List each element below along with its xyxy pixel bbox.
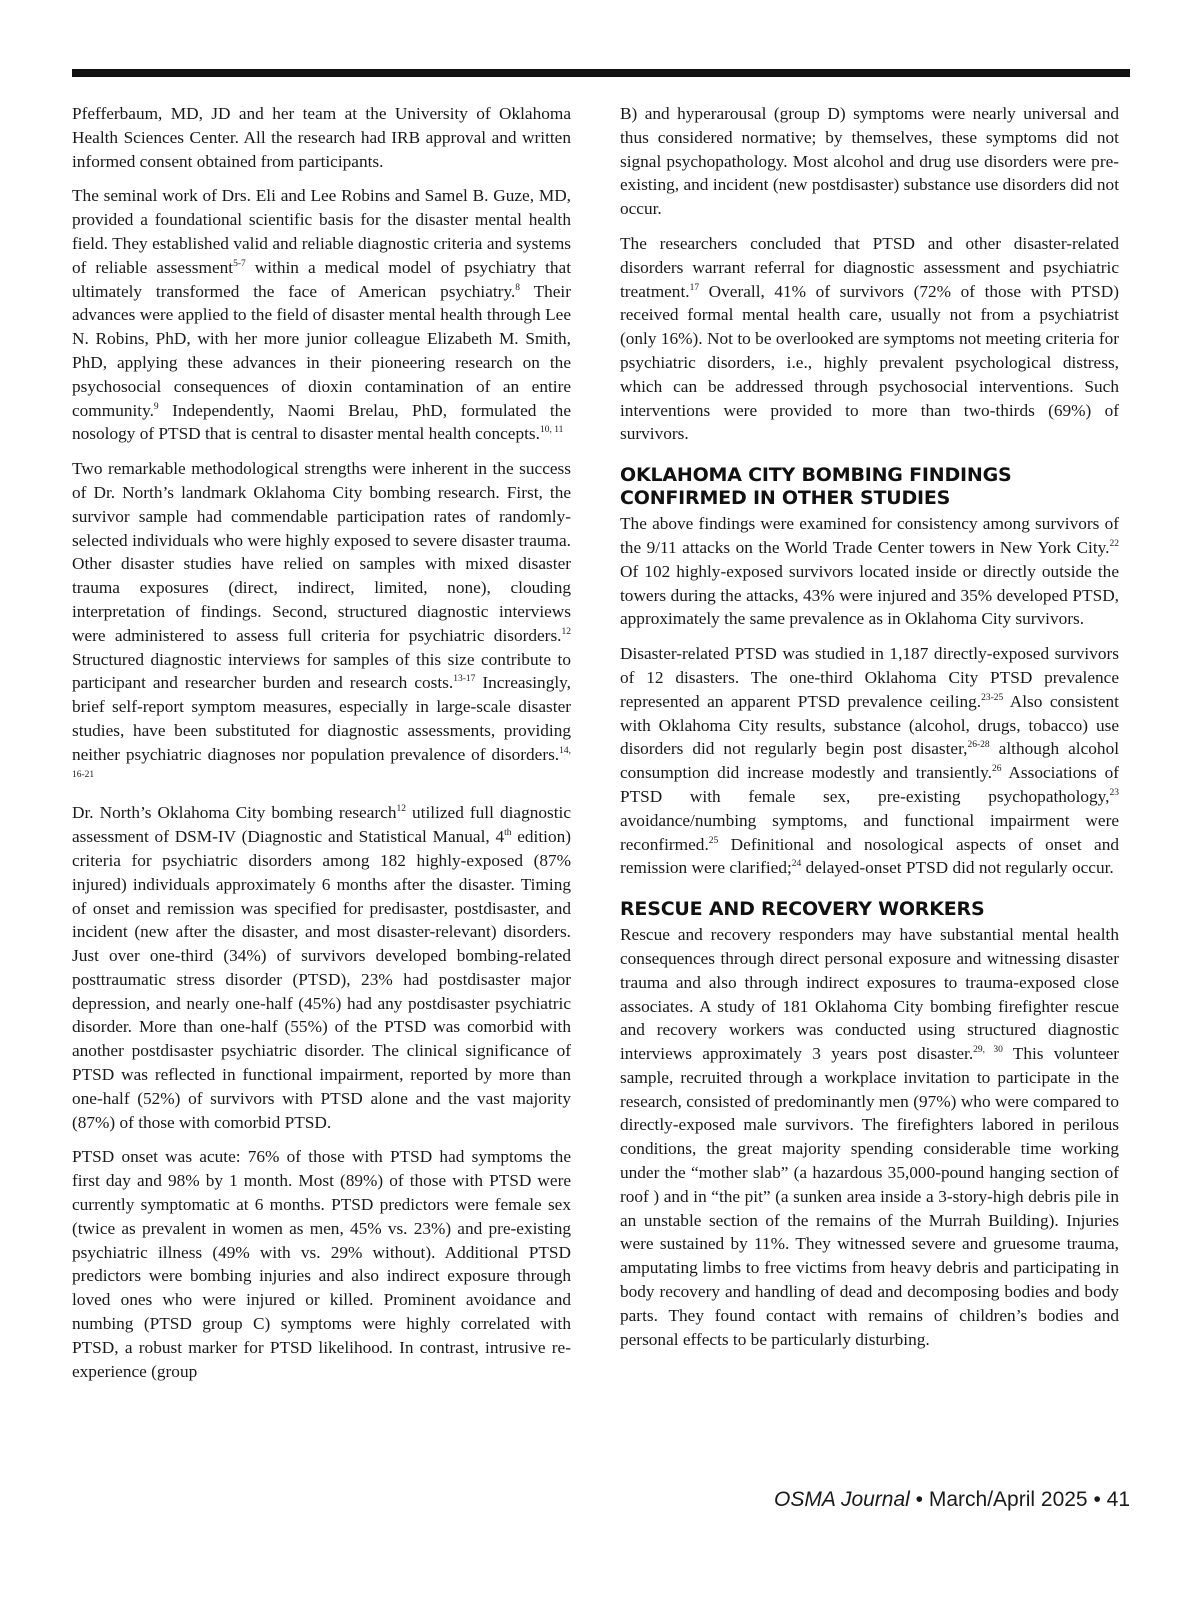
paragraph-text: within a medical model of psychiatry that ultimately transformed the face of American psychiatry. — [72, 257, 571, 301]
section-heading: RESCUE AND RECOVERY WORKERS — [620, 898, 985, 921]
paragraph-text: edition) criteria for psychiatric disorders among 182 highly-exposed (87% injured) individuals approximately 6 months after the disaster. Timing of onset and remission was specified for predisaster, postdisaster, and incident (new after the disaster, and most disaster-relevant) disorders. Just over one-third (34%) of survivors developed bombing-related posttraumatic stress disorder (PTSD), 23% had postdisaster major depression, and nearly one-half (45%) had any postdisaster psychiatric disorder. More than one-half (55%) of the PTSD was comorbid with another postdisaster psychiatric disorder. The clinical significance of PTSD was reflected in functional impairment, reported by more than one-half (52%) of survivors with PTSD alone and the vast majority (87%) of those with comorbid PTSD. — [72, 827, 571, 1132]
paragraph-text: Also consistent with Oklahoma City results, substance (alcohol, drugs, tobacco) use disorders did not regularly begin post disaster, — [620, 691, 1119, 759]
separator: • — [909, 1488, 929, 1511]
paragraph — [620, 232, 1119, 446]
paragraph-text: This volunteer sample, recruited through a workplace invitation to participate in the research, consisted of predominantly men (97%) who were compared to directly-exposed male survivors. The firefighters labored in perilous conditions, the great majority spending considerable time working under the “mother slab” (a hazardous 35,000-pound hanging section of roof ) and in “the pit” (a sunken area inside a 3-story-high debris pile in an unstable section of the remains of the Murrah Building). Injuries were sustained by 11%. They witnessed severe and gruesome trauma, amputating limbs to free victims from heavy debris and participating in body recovery and handling of dead and decomposing bodies and body parts. They found contact with remains of children’s bodies and personal effects to be particularly disturbing. — [620, 1044, 1120, 1349]
citation-superscript: 12 — [396, 804, 406, 815]
citation-superscript: th — [504, 827, 512, 838]
citation-superscript: 9 — [153, 401, 159, 412]
paragraph — [72, 102, 571, 173]
citation-superscript: 8 — [515, 282, 521, 293]
paragraph-text: Overall, 41% of survivors (72% of those with PTSD) received formal mental health care, usually not from a psychiatrist (only 16%). Not to be overlooked are symptoms not meeting criteria for psychiatric disorders, i.e., highly prevalent psychological distress, which can be addressed through psychosocial interventions. Such interventions were provided to more than two-thirds (69%) of survivors. — [620, 281, 1119, 444]
paragraph — [620, 923, 1119, 1351]
top-rule — [72, 69, 1130, 77]
paragraph-text: Rescue and recovery responders may have substantial mental health consequences through direct personal exposure and witnessing disaster trauma and also through indirect exposures to trauma-exposed close associates. A study of 181 Oklahoma City bombing firefighter rescue and recovery workers was conducted using structured diagnostic interviews approximately 3 years post disaster. — [620, 925, 1119, 1064]
citation-superscript: 26 — [991, 764, 1002, 774]
citation-superscript: 23 — [1109, 787, 1119, 798]
paragraph-text: Definitional and nosological aspects of onset and remission were clarified; — [620, 834, 1119, 878]
paragraph — [72, 457, 571, 790]
citation-superscript: 29, 30 — [973, 1044, 1003, 1055]
paragraph-text: Increasingly, brief self-report symptom measures, especially in large-scale disaster studies, have been substituted for diagnostic assessments, providing neither psychiatric diagnoses nor population prevalence of disorders. — [72, 673, 571, 764]
citation-superscript: 12 — [561, 626, 571, 637]
citation-superscript: 5-7 — [233, 258, 246, 269]
right-column — [620, 102, 1119, 1362]
citation-superscript: 26-28 — [967, 740, 990, 751]
section-heading: OKLAHOMA CITY BOMBING FINDINGS CONFIRMED IN OTHER STUDIES — [620, 464, 1012, 510]
paragraph-text: Pfefferbaum, MD, JD and her team at the University of Oklahoma Health Sciences Center. All the research had IRB approval and written informed consent obtained from participants. — [72, 104, 571, 171]
citation-superscript: 22 — [1109, 538, 1119, 549]
paragraph — [620, 102, 1119, 221]
paragraph-text: utilized full diagnostic assessment of DSM-IV (Diagnostic and Statistical Manual, 4 — [72, 803, 571, 847]
paragraph-text: The seminal work of Drs. Eli and Lee Robins and Samel B. Guze, MD, provided a foundational scientific basis for the disaster mental health field. They established valid and reliable diagnostic criteria and systems of reliable assessment — [72, 186, 571, 277]
paragraph-text: Associations of PTSD with female sex, pre-existing psychopathology, — [620, 763, 1120, 806]
paragraph — [72, 801, 571, 1134]
paragraph-text: Of 102 highly-exposed survivors located inside or directly outside the towers during the attacks, 43% were injured and 35% developed PTSD, approximately the same prevalence as in Oklahoma City survivors. — [620, 561, 1119, 629]
citation-superscript: 14, 16-21 — [72, 745, 571, 780]
paragraph — [72, 1145, 571, 1383]
page-footer — [774, 1488, 1130, 1512]
paragraph-text: Dr. North’s Oklahoma City bombing research — [72, 803, 397, 823]
paragraph-text: Disaster-related PTSD was studied in 1,187 directly-exposed survivors of 12 disasters. The one-third Oklahoma City PTSD prevalence represented an apparent PTSD prevalence ceiling. — [620, 644, 1119, 711]
paragraph-text: Structured diagnostic interviews for samples of this size contribute to participant and researcher burden and research costs. — [72, 649, 571, 693]
citation-superscript: 13-17 — [453, 674, 476, 685]
paragraph-text: The researchers concluded that PTSD and other disaster-related disorders warrant referral for diagnostic assessment and psychiatric treatment. — [620, 233, 1119, 301]
citation-superscript: 17 — [689, 282, 700, 293]
paragraph-text: avoidance/numbing symptoms, and functional impairment were reconfirmed. — [620, 810, 1119, 854]
paragraph-text: Their advances were applied to the field of disaster mental health through Lee N. Robins, PhD, with her more junior colleague Elizabeth M. Smith, PhD, applying these advances in their pioneering research on the psychosocial consequences of dioxin contamination of an entire community. — [72, 281, 571, 420]
paragraph — [620, 642, 1119, 880]
citation-superscript: 25 — [708, 835, 719, 846]
paragraph — [620, 512, 1119, 631]
citation-superscript: 10, 11 — [539, 425, 564, 436]
paragraph-text: Independently, Naomi Brelau, PhD, formulated the nosology of PTSD that is central to disaster mental health concepts. — [72, 400, 571, 444]
left-column — [72, 102, 571, 1394]
paragraph — [72, 184, 571, 446]
issue-date: March/April 2025 — [928, 1488, 1088, 1511]
paragraph-text: delayed-onset PTSD did not regularly occur. — [801, 858, 1114, 878]
journal-name: OSMA Journal — [774, 1488, 910, 1511]
citation-superscript: 23-25 — [981, 692, 1004, 703]
page-number: 41 — [1106, 1488, 1130, 1511]
paragraph-text: although alcohol consumption did increase modestly and transiently. — [620, 739, 1120, 783]
paragraph-text: B) and hyperarousal (group D) symptoms were nearly universal and thus considered normative; by themselves, these symptoms did not signal psychopathology. Most alcohol and drug use disorders were pre-existing, and incident (new postdisaster) substance use disorders did not occur. — [620, 104, 1119, 219]
paragraph-text: The above findings were examined for consistency among survivors of the 9/11 attacks on the World Trade Center towers in New York City. — [620, 514, 1119, 557]
paragraph-text: Two remarkable methodological strengths were inherent in the success of Dr. North’s landmark Oklahoma City bombing research. First, the survivor sample had commendable participation rates of randomly-selected individuals who were highly exposed to severe disaster trauma. Other disaster studies have relied on samples with mixed disaster trauma exposures (direct, indirect, limited, none), clouding interpretation of findings. Second, structured diagnostic interviews were administered to assess full criteria for psychiatric disorders. — [72, 459, 571, 645]
citation-superscript: 24 — [791, 859, 802, 870]
paragraph-text: PTSD onset was acute: 76% of those with PTSD had symptoms the first day and 98% by 1 month. Most (89%) of those with PTSD were currently symptomatic at 6 months. PTSD predictors were female sex (twice as prevalent in women as men, 45% vs. 23%) and pre-existing psychiatric illness (49% with vs. 29% without). Additional PTSD predictors were bombing injuries and also indirect exposure through loved ones who were injured or killed. Prominent avoidance and numbing (PTSD group C) symptoms were highly correlated with PTSD, a robust marker for PTSD likelihood. In contrast, intrusive re-experience (group — [72, 1147, 571, 1381]
separator: • — [1087, 1488, 1107, 1511]
